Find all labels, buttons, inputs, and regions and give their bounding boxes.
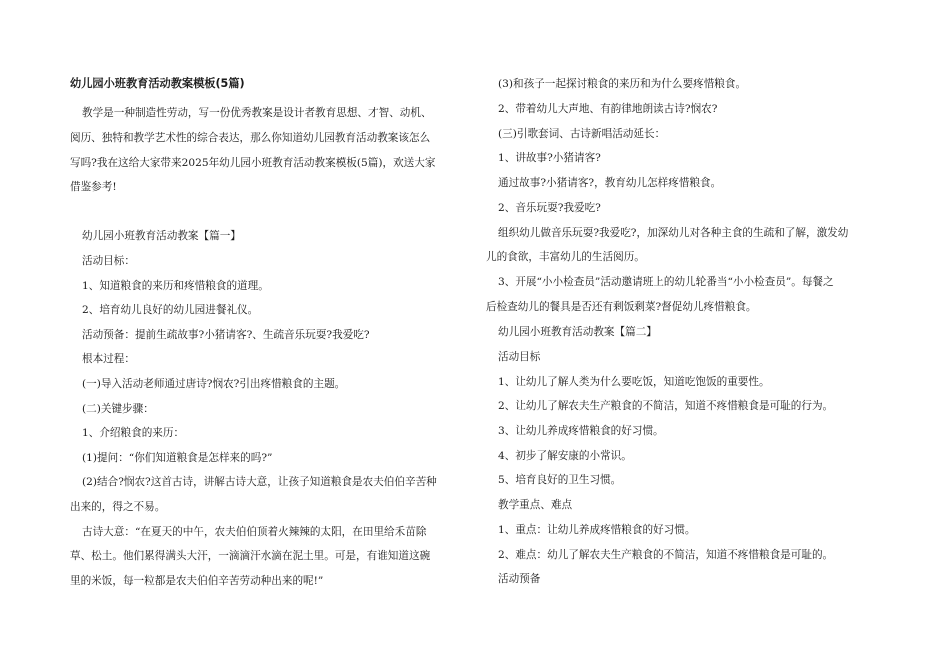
text-line: 1、重点：让幼儿养成疼惜粮食的好习惯。 bbox=[498, 524, 696, 536]
text-line: 活动预备：提前生疏故事?小猪请客?、生疏音乐玩耍?我爱吃? bbox=[82, 329, 370, 341]
text-line: (三)引歌套词、古诗新唱活动延长： bbox=[498, 128, 666, 140]
text-line: 出来的，得之不易。 bbox=[70, 501, 166, 513]
text-line: (2)结合?悯农?这首古诗，讲解古诗大意，让孩子知道粮食是农夫伯伯辛苦种 bbox=[82, 476, 437, 488]
intro-line-2: 阅历、独特和教学艺术性的综合表达，那么你知道幼儿园教育活动教案该怎么 bbox=[70, 132, 431, 144]
document-title: 幼儿园小班教育活动教案模板(5篇) bbox=[70, 77, 245, 90]
intro-line-4: 借鉴参考! bbox=[70, 181, 117, 193]
text-line: (1)提问：“你们知道粮食是怎样来的吗?” bbox=[82, 452, 273, 464]
section-heading-1: 幼儿园小班教育活动教案【篇一】 bbox=[82, 230, 241, 242]
text-line: 1、让幼儿了解人类为什么要吃饭，知道吃饱饭的重要性。 bbox=[498, 376, 770, 388]
text-line: 1、讲故事?小猪请客? bbox=[498, 152, 601, 164]
text-line: (一)导入活动老师通过唐诗?悯农?引出疼惜粮食的主题。 bbox=[82, 378, 346, 390]
intro-line-3: 写吗?我在这给大家带来2025年幼儿园小班教育活动教案模板(5篇)，欢送大家 bbox=[70, 157, 436, 169]
text-line: 通过故事?小猪请客?，教育幼儿怎样疼惜粮食。 bbox=[498, 177, 722, 189]
intro-line-1: 教学是一种制造性劳动，写一份优秀教案是设计者教育思想、才智、动机、 bbox=[82, 107, 432, 119]
text-line: 活动目标： bbox=[82, 255, 135, 267]
text-line: 2、带着幼儿大声地、有韵律地朗读古诗?悯农? bbox=[498, 103, 718, 115]
text-line: 5、培育良好的卫生习惯。 bbox=[498, 474, 622, 486]
text-line: 4、初步了解安康的小常识。 bbox=[498, 450, 632, 462]
section-heading-2: 幼儿园小班教育活动教案【篇二】 bbox=[498, 326, 657, 338]
text-line: 草、松土。他们累得满头大汗，一滴滴汗水滴在泥土里。可是，有谁知道这碗 bbox=[70, 550, 431, 562]
text-line: 1、知道粮食的来历和疼惜粮食的道理。 bbox=[82, 280, 269, 292]
text-line: 2、让幼儿了解农夫生产粮食的不简洁，知道不疼惜粮食是可耻的行为。 bbox=[498, 400, 834, 412]
text-line: (二)关键步骤： bbox=[82, 403, 154, 415]
text-line: 古诗大意：“在夏天的中午，农夫伯伯顶着火辣辣的太阳，在田里给禾苗除 bbox=[82, 526, 427, 538]
text-line: 1、介绍粮食的来历： bbox=[82, 427, 185, 439]
text-line: 活动预备 bbox=[498, 573, 541, 585]
text-line: 活动目标 bbox=[498, 351, 541, 363]
text-line: 2、音乐玩耍?我爱吃? bbox=[498, 202, 601, 214]
text-line: 2、难点：幼儿了解农夫生产粮食的不简洁，知道不疼惜粮食是可耻的。 bbox=[498, 549, 834, 561]
text-line: 教学重点、难点 bbox=[498, 499, 573, 511]
text-line: 根本过程： bbox=[82, 353, 135, 365]
text-line: 里的米饭，每一粒都是农夫伯伯辛苦劳动种出来的呢!” bbox=[70, 575, 324, 587]
text-line: 3、开展“小小检查员”活动邀请班上的幼儿轮番当“小小检查员”。每餐之 bbox=[498, 276, 834, 288]
text-line: 2、培育幼儿良好的幼儿园进餐礼仪。 bbox=[82, 304, 259, 316]
text-line: (3)和孩子一起探讨粮食的来历和为什么要疼惜粮食。 bbox=[498, 78, 747, 90]
text-line: 3、让幼儿养成疼惜粮食的好习惯。 bbox=[498, 425, 664, 437]
text-line: 儿的食欲，丰富幼儿的生活阅历。 bbox=[486, 251, 645, 263]
text-line: 组织幼儿做音乐玩耍?我爱吃?，加深幼儿对各种主食的生疏和了解，激发幼 bbox=[498, 227, 849, 239]
text-line: 后检查幼儿的餐具是否还有剩饭剩菜?督促幼儿疼惜粮食。 bbox=[486, 301, 757, 313]
